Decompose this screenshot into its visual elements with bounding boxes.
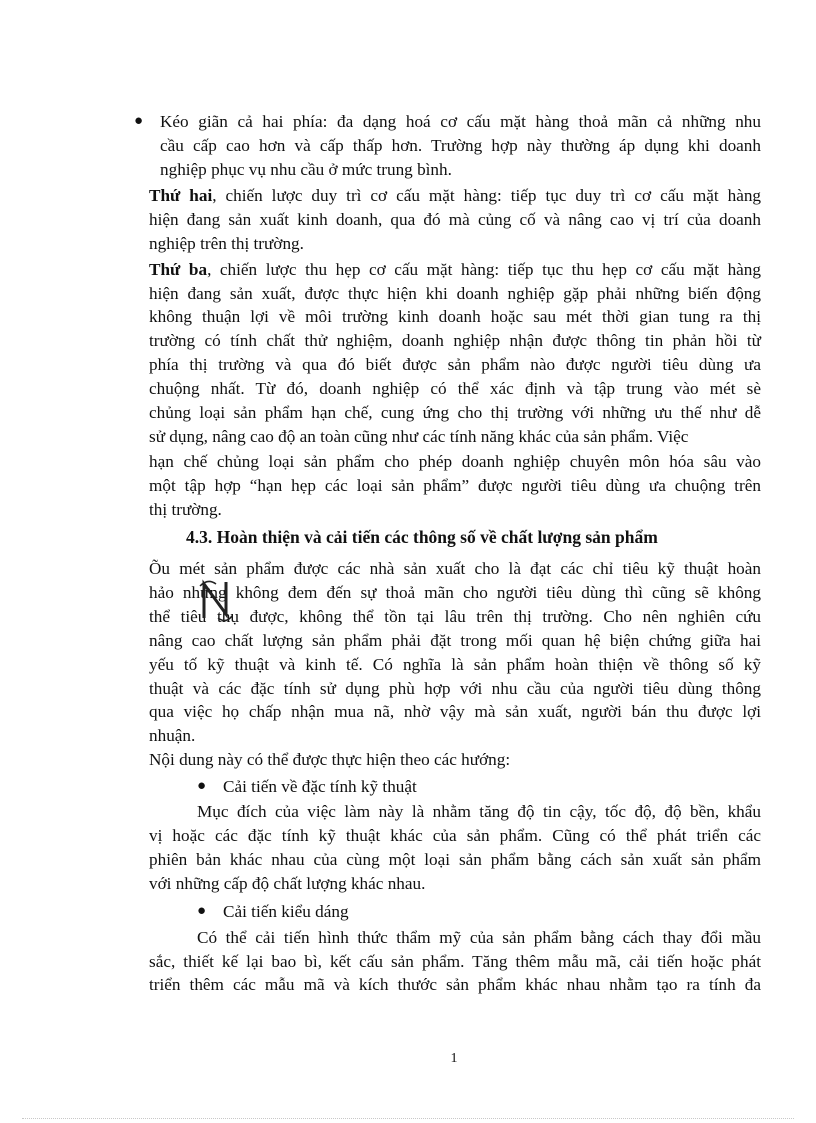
thu-ba-text: , chiến lược thu hẹp cơ cấu mặt hàng: tiếp tục thu hẹp cơ cấu mặt hàng <box>207 260 761 279</box>
para-style-line-3: triển thêm các mẫu mã và kích thước sản phẩm khác nhau nhằm tạo ra tính đa <box>149 975 761 994</box>
para-thu-ba-line-1 <box>149 258 761 281</box>
page-number: 1 <box>450 1051 458 1066</box>
para-thu-ba-line-10: một tập hợp “hạn hẹp các loại sản phẩm” được người tiêu dùng ưa chuộng trên <box>149 476 761 495</box>
para-intro-line-6: thuật và các đặc tính sử dụng phù hợp với nhu cầu của người tiêu dùng thông <box>149 679 761 698</box>
para-intro-line-2: hảo nhưng không đem đến sự thoả mãn cho người tiêu dùng thì cũng sẽ không <box>149 583 761 602</box>
para-tech-line-1: Mục đích của việc làm này là nhằm tăng độ tin cậy, tốc độ, độ bền, khẩu <box>197 802 761 821</box>
bullet1-line-1: Kéo giãn cả hai phía: đa dạng hoá cơ cấu mặt hàng thoả mãn cả những nhu <box>160 112 761 131</box>
para-thu-ba-line-8: sử dụng, nâng cao độ an toàn cũng như các tính năng khác của sản phẩm. Việc <box>149 427 689 446</box>
para-tech-line-4: với những cấp độ chất lượng khác nhau. <box>149 874 426 893</box>
bullet-dot: ● <box>134 113 144 129</box>
bullet1-line-2: cầu cấp cao hơn và cấp thấp hơn. Trường hợp này thường áp dụng khi doanh <box>160 136 761 155</box>
para-thu-ba-line-5: phía thị trường và qua đó biết được sản phẩm nào được người tiêu dùng ưa <box>149 355 761 374</box>
para-thu-ba-line-4: trường có tính chất thử nghiệm, doanh nghiệp nhận được thông tin phản hồi từ <box>149 331 761 350</box>
para-style-line-1: Có thể cải tiến hình thức thẩm mỹ của sản phẩm bằng cách thay đổi mầu <box>197 928 761 947</box>
para-intro-line-8: nhuận. <box>149 726 196 745</box>
para-intro-line-1: Õu mét sản phẩm được các nhà sản xuất cho là đạt các chỉ tiêu kỹ thuật hoàn <box>149 559 761 578</box>
para-thu-hai-line-1 <box>149 184 761 207</box>
bullet-dot: ● <box>197 778 207 794</box>
para-thu-ba-line-7: chủng loại sản phẩm hạn chế, cung ứng cho thị trường với những ưu thế như dễ <box>149 403 761 422</box>
page-bottom-divider <box>22 1118 794 1119</box>
para-tech-line-2: vị hoặc các đặc tính kỹ thuật khác của sản phẩm. Cũng có thể phát triển các <box>149 826 761 845</box>
para-thu-ba-line-11: thị trường. <box>149 500 222 519</box>
bullet-tech-label: Cải tiến về đặc tính kỹ thuật <box>223 777 417 796</box>
para-thu-ba-line-3: không thuận lợi về môi trường kinh doanh hoặc sau mét thời gian tung ra thị <box>149 307 761 326</box>
bullet-style-label: Cải tiến kiểu dáng <box>223 902 349 921</box>
bullet1-line-3: nghiệp phục vụ nhu cầu ở mức trung bình. <box>160 160 452 179</box>
para-intro-line-5: yếu tố kỹ thuật và kinh tế. Có nghĩa là sản phẩm hoàn thiện về thông số kỹ <box>149 655 761 674</box>
section-heading: 4.3. Hoàn thiện và cải tiến các thông số về chất lượng sản phẩm <box>186 527 658 547</box>
para-intro-line-3: thể tiêu thụ được, không thể tồn tại lâu trên thị trường. Cho nên nghiên cứu <box>149 607 761 626</box>
para-thu-ba-line-2: hiện đang sản xuất, được thực hiện khi doanh nghiệp gặp phải những biến động <box>149 284 761 303</box>
content-intro-line: Nội dung này có thể được thực hiện theo các hướng: <box>149 750 511 769</box>
para-intro-line-4: nâng cao chất lượng sản phẩm phải đặt trong mối quan hệ biện chứng giữa hai <box>149 631 761 650</box>
para-style-line-2: sắc, thiết kế lại bao bì, kết cấu sản phẩm. Tăng thêm mẫu mã, cải tiến hoặc phát <box>149 952 761 971</box>
thu-ba-lead: Thứ ba <box>149 260 208 279</box>
thu-hai-lead: Thứ hai <box>149 186 213 205</box>
para-intro-line-7: qua việc họ chấp nhận mua nã, nhờ vậy mà sản xuất, người bán thu được lợi <box>149 702 761 721</box>
para-tech-line-3: phiên bản khác nhau của cùng một loại sản phẩm bằng cách sản xuất sản phẩm <box>149 850 761 869</box>
para-thu-hai-line-2: hiện đang sản xuất kinh doanh, qua đó mà củng cố và nâng cao vị trí của doanh <box>149 210 761 229</box>
para-thu-ba-line-6: chuộng nhất. Từ đó, doanh nghiệp có thể xác định và tập trung vào mét sè <box>149 379 761 398</box>
para-thu-ba-line-9: hạn chế chủng loại sản phẩm cho phép doanh nghiệp chuyên môn hóa sâu vào <box>149 452 761 471</box>
thu-hai-text: , chiến lược duy trì cơ cấu mặt hàng: tiếp tục duy trì cơ cấu mặt hàng <box>212 186 762 205</box>
decorative-n-glyph-icon <box>198 578 234 622</box>
para-thu-hai-line-3: nghiệp trên thị trường. <box>149 234 304 253</box>
bullet-dot: ● <box>197 903 207 919</box>
